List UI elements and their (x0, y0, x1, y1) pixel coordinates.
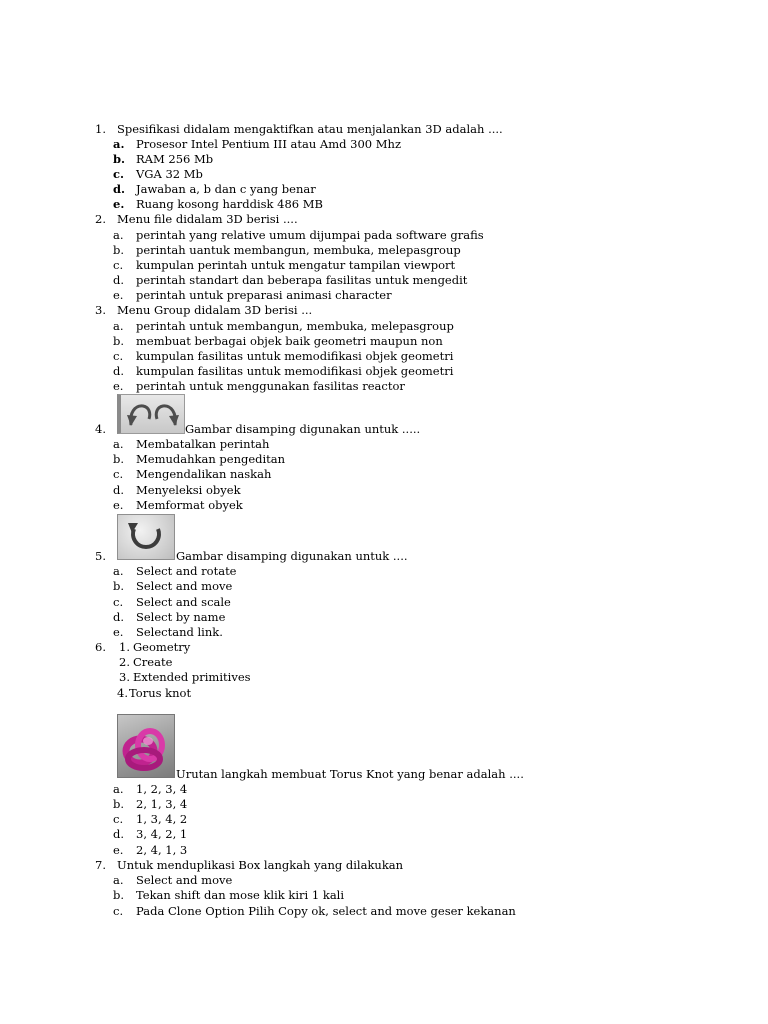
option-text: Jawaban a, b dan c yang benar (136, 182, 316, 196)
question-number: 4. (95, 422, 106, 436)
step-number: 4. (117, 686, 128, 700)
option-text: Select and rotate (136, 564, 237, 578)
question-number: 7. (95, 858, 106, 872)
option-letter: c. (113, 595, 124, 609)
option-text: Ruang kosong harddisk 486 MB (136, 197, 324, 211)
option-letter: b. (113, 579, 125, 593)
option-text: VGA 32 Mb (136, 167, 203, 181)
option-letter: a. (113, 564, 124, 578)
option-letter: a. (113, 782, 124, 796)
option-text: perintah yang relative umum dijumpai pada software grafis (136, 228, 484, 242)
option-letter: b. (113, 334, 125, 348)
option-text: Pada Clone Option Pilih Copy ok, select and move geser kekanan (136, 904, 516, 918)
option-letter: b. (113, 243, 125, 257)
option-letter: e. (113, 625, 124, 639)
option-text: perintah untuk menggunakan fasilitas reactor (136, 379, 405, 393)
option-letter: a. (113, 228, 124, 242)
option-letter: d. (113, 483, 125, 497)
option-text: perintah untuk membangun, membuka, melepasgroup (136, 319, 454, 333)
step-number: 3. (119, 670, 130, 684)
option-letter: c. (113, 349, 124, 363)
option-letter: d. (113, 364, 125, 378)
undo-redo-icon (117, 394, 185, 434)
option-letter: e. (113, 843, 124, 857)
option-text: 2, 1, 3, 4 (136, 797, 188, 811)
question-text: Gambar disamping digunakan untuk ..... (185, 422, 421, 436)
question-text: Untuk menduplikasi Box langkah yang dilakukan (117, 858, 404, 872)
option-text: Select and move (136, 579, 233, 593)
option-text: 2, 4, 1, 3 (136, 843, 188, 857)
option-text: Memformat obyek (136, 498, 243, 512)
option-letter: b. (113, 452, 125, 466)
option-letter: b. (113, 888, 125, 902)
question-number: 1. (95, 122, 106, 136)
option-text: perintah standart dan beberapa fasilitas untuk mengedit (136, 273, 468, 287)
option-letter: e. (113, 288, 124, 302)
option-letter: c. (113, 904, 124, 918)
option-letter: b. (113, 152, 126, 166)
option-text: 1, 3, 4, 2 (136, 812, 188, 826)
option-text: RAM 256 Mb (136, 152, 214, 166)
option-text: kumpulan perintah untuk mengatur tampilan viewport (136, 258, 456, 272)
option-text: perintah untuk preparasi animasi character (136, 288, 392, 302)
option-text: Menyeleksi obyek (136, 483, 241, 497)
question-text: Gambar disamping digunakan untuk .... (176, 549, 408, 563)
option-text: Select and move (136, 873, 233, 887)
option-text: 3, 4, 2, 1 (136, 827, 188, 841)
question-text: Menu file didalam 3D berisi .... (117, 212, 298, 226)
option-letter: b. (113, 797, 125, 811)
option-text: membuat berbagai objek baik geometri maupun non (136, 334, 443, 348)
option-letter: c. (113, 258, 124, 272)
step-text: Geometry (133, 640, 191, 654)
option-text: 1, 2, 3, 4 (136, 782, 188, 796)
option-letter: a. (113, 137, 125, 151)
question-text: Urutan langkah membuat Torus Knot yang benar adalah .... (176, 767, 524, 781)
option-text: Membatalkan perintah (136, 437, 270, 451)
rotate-icon (117, 514, 175, 560)
step-number: 1. (119, 640, 130, 654)
option-letter: c. (113, 167, 125, 181)
option-text: Prosesor Intel Pentium III atau Amd 300 Mhz (136, 137, 402, 151)
option-letter: e. (113, 197, 125, 211)
option-text: Selectand link. (136, 625, 223, 639)
question-number: 6. (95, 640, 106, 654)
option-letter: d. (113, 182, 126, 196)
option-text: kumpulan fasilitas untuk memodifikasi objek geometri (136, 364, 454, 378)
option-letter: d. (113, 273, 125, 287)
step-text: Torus knot (129, 686, 192, 700)
option-text: kumpulan fasilitas untuk memodifikasi objek geometri (136, 349, 454, 363)
option-letter: e. (113, 379, 124, 393)
option-text: perintah uantuk membangun, membuka, melepasgroup (136, 243, 461, 257)
torus-knot-icon (117, 714, 175, 778)
question-number: 3. (95, 303, 106, 317)
option-letter: d. (113, 827, 125, 841)
option-text: Mengendalikan naskah (136, 467, 272, 481)
option-text: Memudahkan pengeditan (136, 452, 286, 466)
option-text: Tekan shift dan mose klik kiri 1 kali (136, 888, 345, 902)
question-number: 5. (95, 549, 106, 563)
option-letter: a. (113, 437, 124, 451)
option-text: Select and scale (136, 595, 231, 609)
option-letter: c. (113, 467, 124, 481)
question-text: Menu Group didalam 3D berisi ... (117, 303, 313, 317)
option-text: Select by name (136, 610, 226, 624)
question-number: 2. (95, 212, 106, 226)
option-letter: a. (113, 873, 124, 887)
option-letter: c. (113, 812, 124, 826)
option-letter: e. (113, 498, 124, 512)
step-number: 2. (119, 655, 130, 669)
option-letter: a. (113, 319, 124, 333)
question-text: Spesifikasi didalam mengaktifkan atau menjalankan 3D adalah .... (117, 122, 503, 136)
step-text: Extended primitives (133, 670, 251, 684)
option-letter: d. (113, 610, 125, 624)
step-text: Create (133, 655, 173, 669)
